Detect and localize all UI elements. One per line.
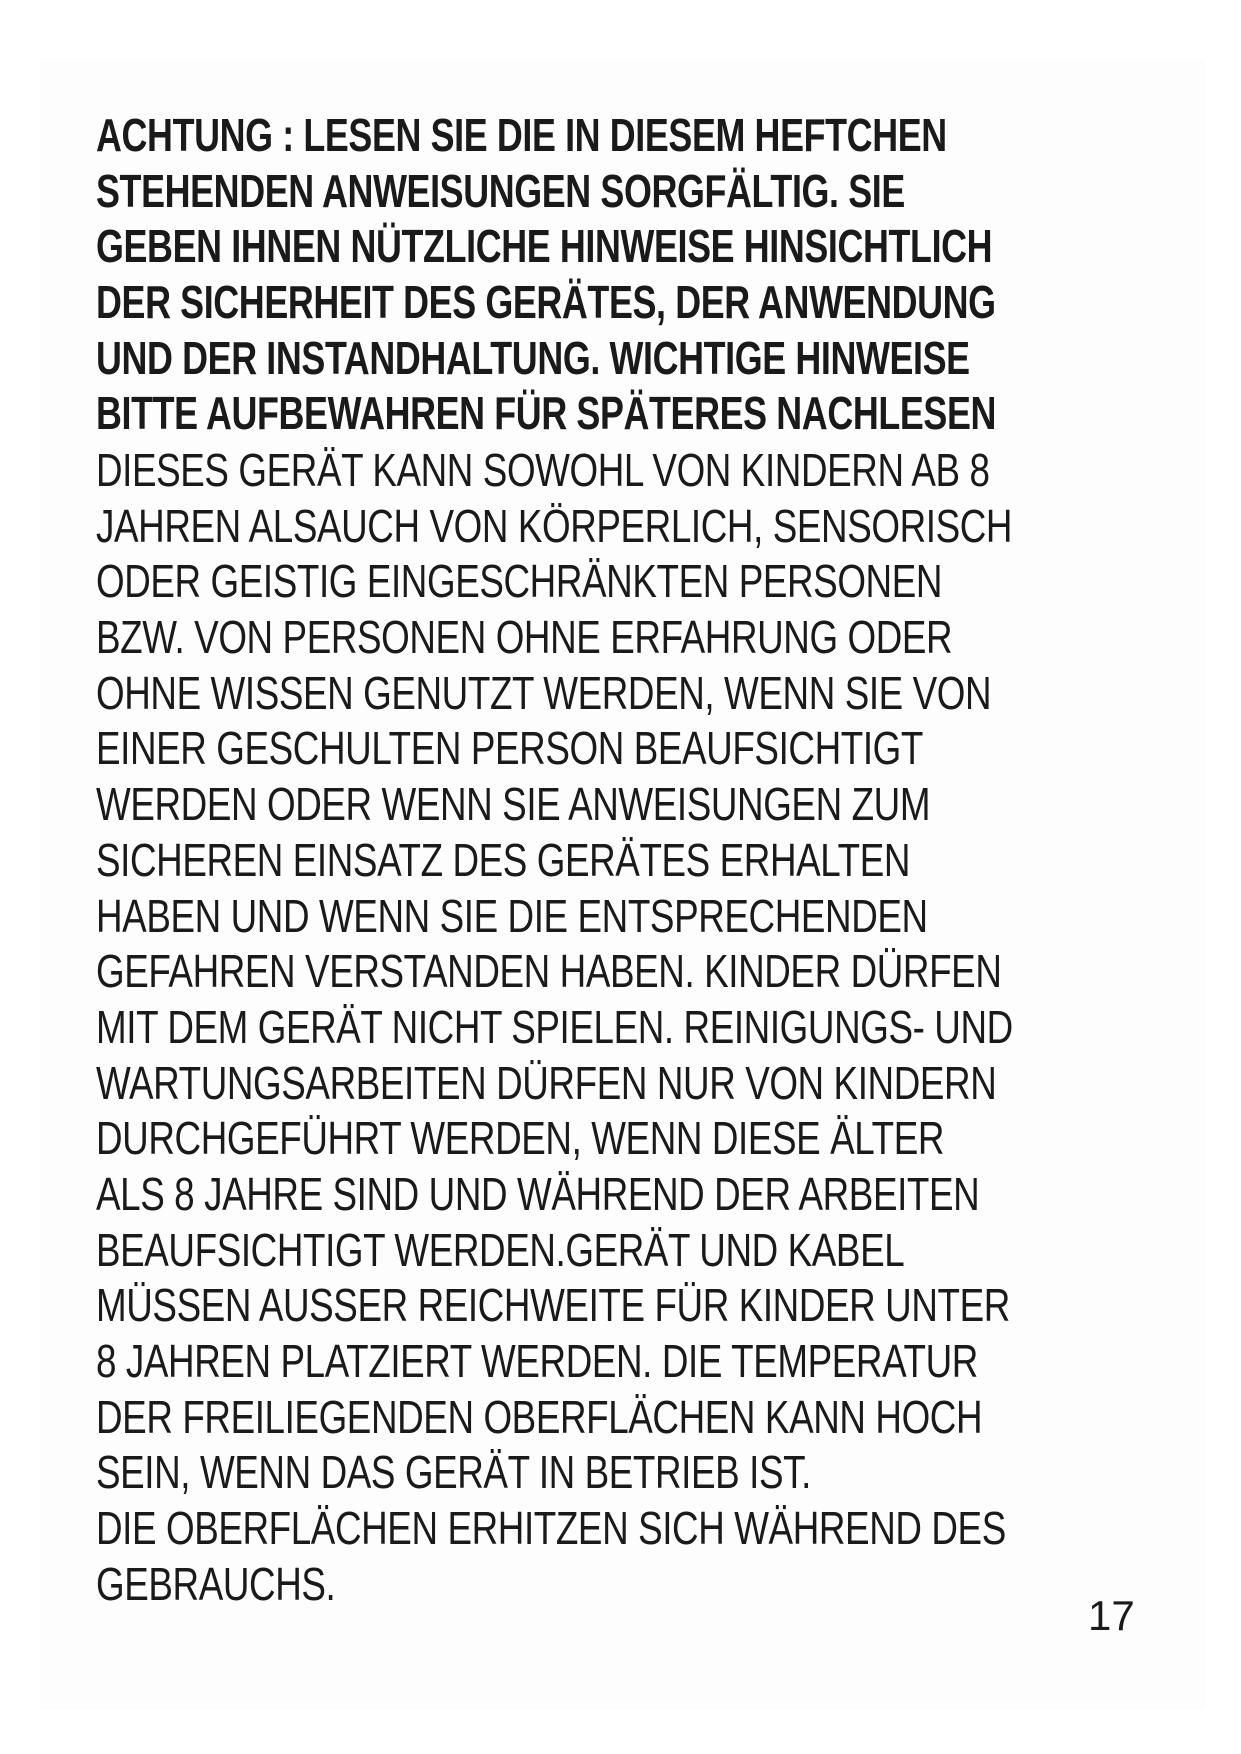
body-paragraph [96,443,1206,1612]
body-line: WARTUNGSARBEITEN DÜRFEN NUR VON KINDERN [96,1056,997,1109]
body-line: 8 JAHREN PLATZIERT WERDEN. DIE TEMPERATUR [96,1335,978,1387]
warning-line: ACHTUNG : LESEN SIE DIE IN DIESEM HEFTCHEN [96,109,947,161]
body-line: WERDEN ODER WENN SIE ANWEISUNGEN ZUM [96,778,931,831]
warning-line: STEHENDEN ANWEISUNGEN SORGFÄLTIG. SIE [96,164,905,217]
body-line: SEIN, WENN DAS GERÄT IN BETRIEB IST. [96,1446,811,1499]
body-line: JAHREN ALSAUCH VON KÖRPERLICH, SENSORISCH [96,499,1013,552]
body-line: HABEN UND WENN SIE DIE ENTSPRECHENDEN [96,889,928,942]
body-line: EINER GESCHULTEN PERSON BEAUFSICHTIGT [96,722,923,775]
body-line: DIESES GERÄT KANN SOWOHL VON KINDERN AB 8 [96,444,990,496]
body-line: GEFAHREN VERSTANDEN HABEN. KINDER DÜRFEN [96,945,1002,998]
body-line: ODER GEISTIG EINGESCHRÄNKTEN PERSONEN [96,555,943,608]
warning-line: GEBEN IHNEN NÜTZLICHE HINWEISE HINSICHTLICH [96,220,993,273]
body-line: DURCHGEFÜHRT WERDEN, WENN DIESE ÄLTER [96,1112,945,1165]
body-line: MIT DEM GERÄT NICHT SPIELEN. REINIGUNGS- UND [96,1000,1013,1053]
body-line: SICHEREN EINSATZ DES GERÄTES ERHALTEN [96,833,911,886]
body-line: BZW. VON PERSONEN OHNE ERFAHRUNG ODER [96,611,953,664]
warning-paragraph [96,108,1206,442]
body-line: DIE OBERFLÄCHEN ERHITZEN SICH WÄHREND DES [96,1502,1006,1555]
body-line: GEBRAUCHS. [96,1557,336,1610]
body-line: DER FREILIEGENDEN OBERFLÄCHEN KANN HOCH [96,1390,983,1443]
body-line: MÜSSEN AUSSER REICHWEITE FÜR KINDER UNTER [96,1279,1010,1332]
warning-line: DER SICHERHEIT DES GERÄTES, DER ANWENDUNG [96,276,996,329]
warning-line: UND DER INSTANDHALTUNG. WICHTIGE HINWEISE [96,331,970,384]
page-number: 17 [1088,1592,1135,1639]
body-line: ALS 8 JAHRE SIND UND WÄHREND DER ARBEITEN [96,1167,980,1220]
warning-line: BITTE AUFBEWAHREN FÜR SPÄTERES NACHLESEN [96,387,997,440]
body-line: BEAUFSICHTIGT WERDEN.GERÄT UND KABEL [96,1223,905,1276]
body-line: OHNE WISSEN GENUTZT WERDEN, WENN SIE VON [96,666,992,719]
